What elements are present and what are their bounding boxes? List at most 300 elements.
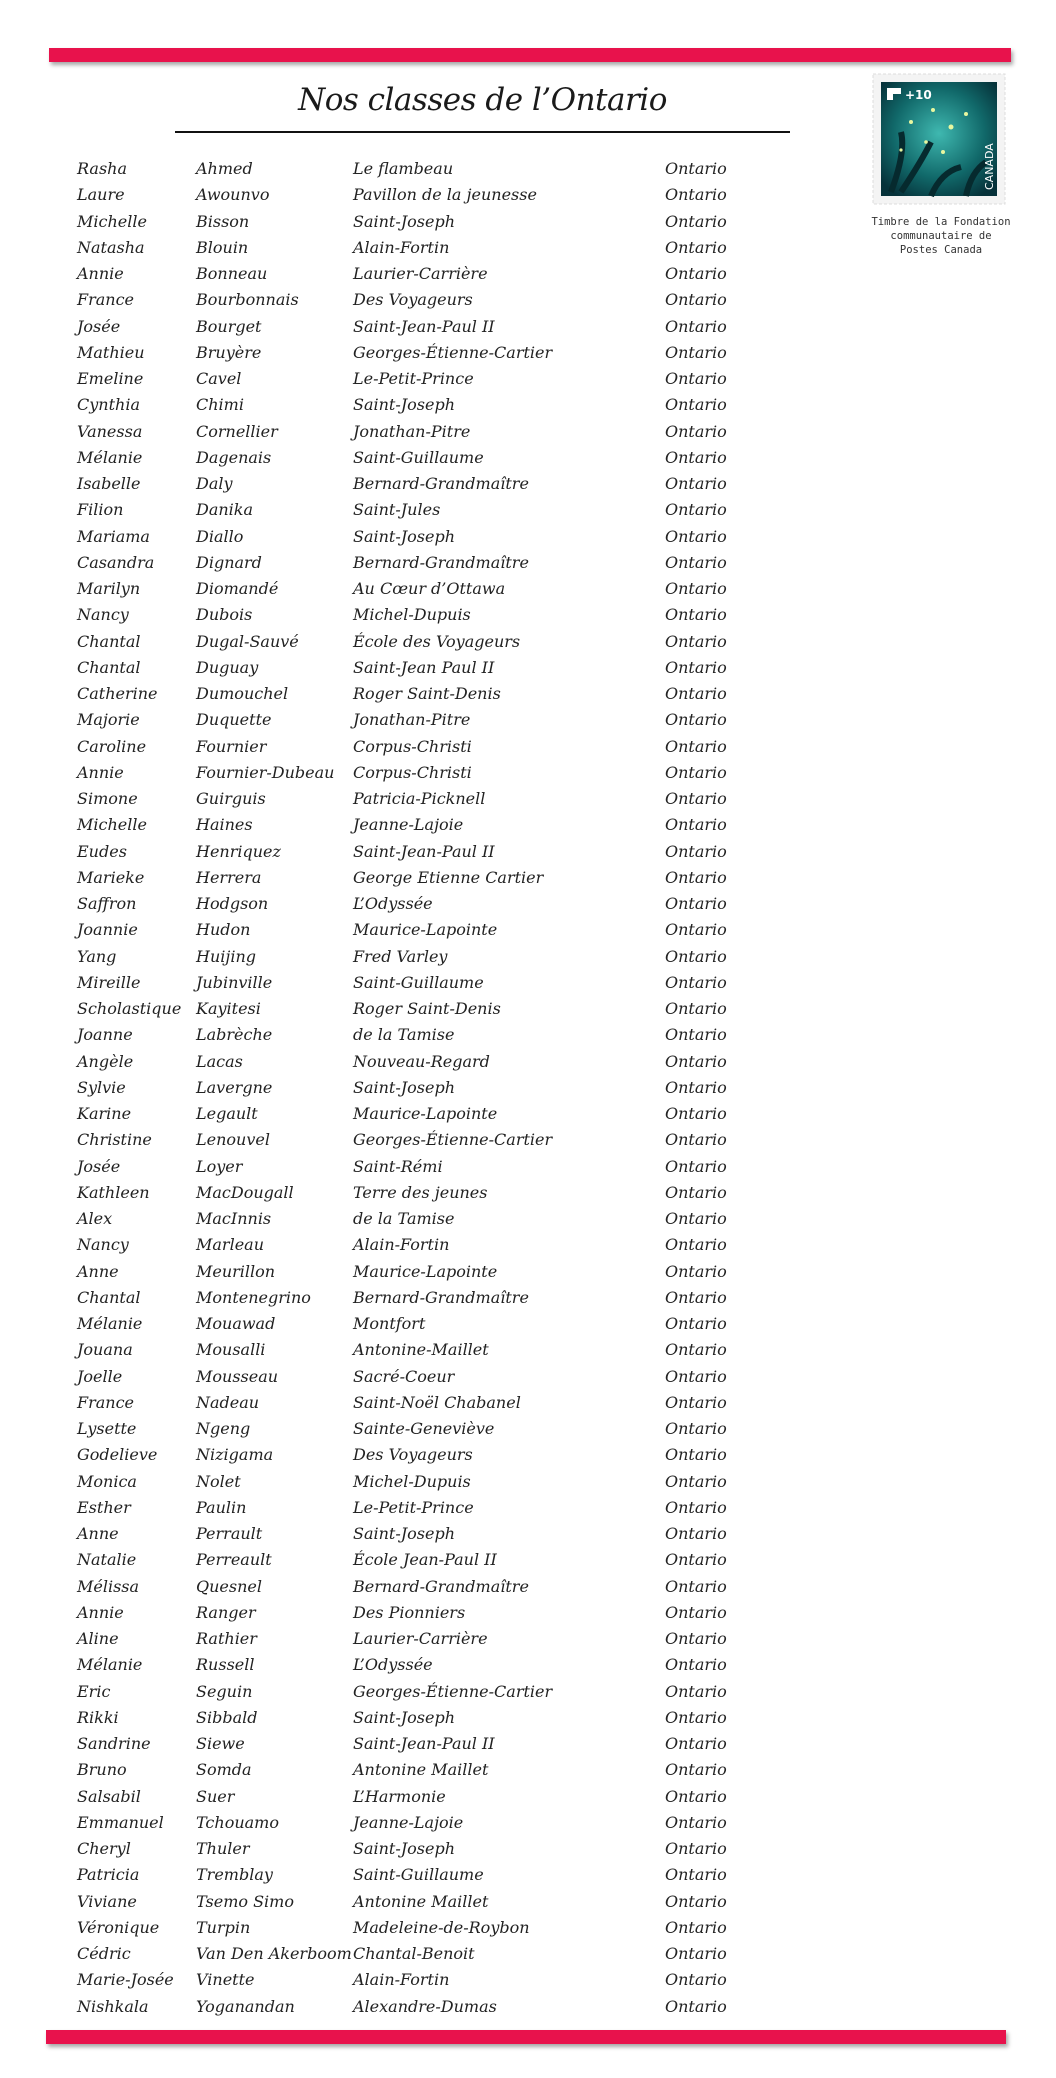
list-item bbox=[0, 156, 1056, 182]
first-name: Viviane bbox=[77, 1891, 137, 1911]
province: Ontario bbox=[665, 1471, 727, 1491]
province: Ontario bbox=[665, 710, 727, 730]
school-name: Terre des jeunes bbox=[353, 1182, 488, 1202]
province: Ontario bbox=[665, 1419, 727, 1438]
title-underline bbox=[175, 131, 790, 133]
province: Ontario bbox=[665, 316, 727, 336]
school-name: Saint-Jean Paul II bbox=[353, 657, 495, 677]
list-item bbox=[0, 392, 1056, 418]
first-name: Cédric bbox=[77, 1944, 131, 1963]
province: Ontario bbox=[665, 1051, 727, 1071]
list-item bbox=[0, 839, 1056, 865]
list-item bbox=[0, 340, 1056, 366]
school-name: Le-Petit-Prince bbox=[353, 1497, 474, 1517]
school-name: Saint-Joseph bbox=[353, 1524, 456, 1543]
school-name: Saint-Joseph bbox=[353, 211, 456, 231]
province: Ontario bbox=[665, 552, 727, 572]
school-name: Roger Saint-Denis bbox=[353, 999, 501, 1018]
first-name: Josée bbox=[77, 316, 121, 336]
last-name: Guirguis bbox=[196, 789, 266, 808]
province: Ontario bbox=[665, 1707, 727, 1727]
list-item bbox=[0, 1784, 1056, 1810]
last-name: Mousseau bbox=[196, 1366, 279, 1386]
first-name: Jouana bbox=[77, 1340, 133, 1360]
last-name: Legault bbox=[196, 1104, 258, 1123]
school-name: Sainte-Geneviève bbox=[353, 1419, 495, 1438]
last-name: Lavergne bbox=[196, 1077, 273, 1097]
list-item bbox=[0, 1915, 1056, 1941]
list-item bbox=[0, 629, 1056, 655]
first-name: Cynthia bbox=[77, 395, 140, 415]
province: Ontario bbox=[665, 185, 727, 205]
last-name: Haines bbox=[196, 815, 253, 835]
first-name: Nishkala bbox=[77, 1996, 149, 2016]
first-name: Joelle bbox=[77, 1366, 123, 1386]
school-name: Saint-Joseph bbox=[353, 395, 456, 415]
first-name: Caroline bbox=[77, 736, 147, 756]
school-name: Laurier-Carrière bbox=[353, 264, 488, 283]
first-name: Angèle bbox=[77, 1051, 134, 1071]
list-item bbox=[0, 891, 1056, 917]
school-name: de la Tamise bbox=[353, 1209, 455, 1228]
first-name: Patricia bbox=[77, 1865, 140, 1885]
last-name: Ahmed bbox=[196, 159, 253, 178]
first-name: Marieke bbox=[77, 867, 145, 887]
school-name: L’Odyssée bbox=[353, 894, 433, 913]
last-name: Cornellier bbox=[196, 421, 278, 441]
list-item bbox=[0, 1075, 1056, 1101]
first-name: Michelle bbox=[77, 211, 147, 231]
last-name: Paulin bbox=[196, 1497, 247, 1517]
province: Ontario bbox=[665, 736, 727, 756]
class-list bbox=[0, 156, 1056, 2020]
list-item bbox=[0, 1495, 1056, 1521]
first-name: Rasha bbox=[77, 159, 128, 178]
list-item bbox=[0, 314, 1056, 340]
school-name: Alain-Fortin bbox=[353, 1970, 450, 1990]
province: Ontario bbox=[665, 264, 727, 283]
last-name: MacInnis bbox=[196, 1209, 272, 1228]
school-name: Saint-Guillaume bbox=[353, 447, 484, 467]
first-name: Michelle bbox=[77, 815, 147, 835]
province: Ontario bbox=[665, 1025, 727, 1045]
province: Ontario bbox=[665, 1156, 727, 1176]
list-item bbox=[0, 786, 1056, 812]
province: Ontario bbox=[665, 1130, 727, 1150]
school-name: Roger Saint-Denis bbox=[353, 684, 501, 703]
first-name: Mélanie bbox=[77, 1314, 143, 1333]
last-name: Mouawad bbox=[196, 1314, 276, 1333]
list-item bbox=[0, 497, 1056, 523]
list-item bbox=[0, 655, 1056, 681]
first-name: Marilyn bbox=[77, 579, 141, 598]
province: Ontario bbox=[665, 920, 727, 940]
first-name: Kathleen bbox=[77, 1182, 150, 1202]
school-name: Saint-Rémi bbox=[353, 1156, 443, 1176]
province: Ontario bbox=[665, 815, 727, 835]
school-name: Jeanne-Lajoie bbox=[353, 1812, 464, 1832]
last-name: Awounvo bbox=[196, 185, 270, 205]
province: Ontario bbox=[665, 1655, 727, 1675]
last-name: Siewe bbox=[196, 1734, 245, 1753]
first-name: Godelieve bbox=[77, 1445, 158, 1465]
last-name: Kayitesi bbox=[196, 999, 261, 1018]
province: Ontario bbox=[665, 1786, 727, 1806]
first-name: Sylvie bbox=[77, 1077, 126, 1097]
list-item bbox=[0, 1626, 1056, 1652]
first-name: Vanessa bbox=[77, 421, 143, 441]
school-name: Saint-Joseph bbox=[353, 1839, 456, 1858]
last-name: Diomandé bbox=[196, 579, 279, 598]
school-name: Bernard-Grandmaître bbox=[353, 474, 529, 493]
list-item bbox=[0, 1285, 1056, 1311]
province: Ontario bbox=[665, 1077, 727, 1097]
province: Ontario bbox=[665, 1891, 727, 1911]
school-name: Michel-Dupuis bbox=[353, 605, 471, 625]
list-item bbox=[0, 1364, 1056, 1390]
list-item bbox=[0, 1521, 1056, 1547]
last-name: Dignard bbox=[196, 552, 262, 572]
last-name: Vinette bbox=[196, 1970, 255, 1990]
last-name: Seguin bbox=[196, 1681, 253, 1701]
first-name: France bbox=[77, 290, 135, 310]
school-name: Bernard-Grandmaître bbox=[353, 552, 529, 572]
list-item bbox=[0, 1127, 1056, 1153]
first-name: Annie bbox=[77, 1602, 124, 1622]
school-name: Jonathan-Pitre bbox=[353, 421, 471, 441]
school-name: Michel-Dupuis bbox=[353, 1471, 471, 1491]
province: Ontario bbox=[665, 1629, 727, 1648]
first-name: Saffron bbox=[77, 894, 137, 913]
last-name: Mousalli bbox=[196, 1340, 266, 1360]
first-name: Majorie bbox=[77, 710, 140, 730]
first-name: Véronique bbox=[77, 1917, 160, 1937]
last-name: Loyer bbox=[196, 1156, 243, 1176]
province: Ontario bbox=[665, 1392, 727, 1412]
first-name: Karine bbox=[77, 1104, 132, 1123]
first-name: Chantal bbox=[77, 1287, 141, 1307]
last-name: Russell bbox=[196, 1655, 255, 1675]
school-name: Fred Varley bbox=[353, 946, 448, 966]
list-item bbox=[0, 550, 1056, 576]
school-name: Patricia-Picknell bbox=[353, 789, 486, 808]
province: Ontario bbox=[665, 211, 727, 231]
last-name: Yoganandan bbox=[196, 1996, 295, 2016]
first-name: Annie bbox=[77, 264, 124, 283]
last-name: Chimi bbox=[196, 395, 244, 415]
school-name: Laurier-Carrière bbox=[353, 1629, 488, 1648]
list-item bbox=[0, 1101, 1056, 1127]
list-item bbox=[0, 1416, 1056, 1442]
province: Ontario bbox=[665, 1996, 727, 2016]
school-name: Madeleine-de-Roybon bbox=[353, 1917, 530, 1937]
list-item bbox=[0, 1259, 1056, 1285]
first-name: Nancy bbox=[77, 605, 129, 625]
first-name: Annie bbox=[77, 762, 124, 782]
list-item bbox=[0, 996, 1056, 1022]
school-name: Le flambeau bbox=[353, 159, 454, 178]
first-name: Josée bbox=[77, 1156, 121, 1176]
last-name: Cavel bbox=[196, 369, 242, 388]
last-name: Lacas bbox=[196, 1051, 243, 1071]
list-item bbox=[0, 1652, 1056, 1678]
last-name: Duquette bbox=[196, 710, 272, 730]
last-name: Jubinville bbox=[196, 972, 273, 992]
province: Ontario bbox=[665, 1550, 727, 1570]
first-name: Mélanie bbox=[77, 447, 143, 467]
province: Ontario bbox=[665, 1366, 727, 1386]
last-name: Diallo bbox=[196, 526, 244, 546]
school-name: Antonine-Maillet bbox=[353, 1340, 489, 1360]
province: Ontario bbox=[665, 1839, 727, 1858]
list-item bbox=[0, 1889, 1056, 1915]
school-name: Saint-Noël Chabanel bbox=[353, 1392, 521, 1412]
first-name: Christine bbox=[77, 1130, 152, 1150]
province: Ontario bbox=[665, 1865, 727, 1885]
first-name: Esther bbox=[77, 1497, 131, 1517]
list-item bbox=[0, 261, 1056, 287]
province: Ontario bbox=[665, 1497, 727, 1517]
last-name: Dumouchel bbox=[196, 684, 289, 703]
last-name: Danika bbox=[196, 500, 254, 520]
last-name: Nadeau bbox=[196, 1392, 260, 1412]
province: Ontario bbox=[665, 1970, 727, 1990]
province: Ontario bbox=[665, 1287, 727, 1307]
first-name: France bbox=[77, 1392, 135, 1412]
last-name: Fournier bbox=[196, 736, 267, 756]
school-name: Pavillon de la jeunesse bbox=[353, 185, 537, 205]
last-name: Meurillon bbox=[196, 1261, 276, 1281]
last-name: Dagenais bbox=[196, 447, 272, 467]
school-name: Antonine Maillet bbox=[353, 1891, 489, 1911]
school-name: Georges-Étienne-Cartier bbox=[353, 1681, 553, 1701]
province: Ontario bbox=[665, 474, 727, 493]
last-name: Labrèche bbox=[196, 1025, 273, 1045]
province: Ontario bbox=[665, 1340, 727, 1360]
list-item bbox=[0, 1757, 1056, 1783]
last-name: Henriquez bbox=[196, 841, 281, 861]
list-item bbox=[0, 1180, 1056, 1206]
province: Ontario bbox=[665, 342, 727, 362]
first-name: Emeline bbox=[77, 369, 144, 388]
last-name: Tremblay bbox=[196, 1865, 273, 1885]
last-name: Lenouvel bbox=[196, 1130, 270, 1150]
last-name: Herrera bbox=[196, 867, 262, 887]
last-name: Somda bbox=[196, 1760, 252, 1780]
last-name: Tsemo Simo bbox=[196, 1891, 294, 1911]
first-name: Casandra bbox=[77, 552, 155, 572]
list-item bbox=[0, 1679, 1056, 1705]
school-name: Bernard-Grandmaître bbox=[353, 1287, 529, 1307]
last-name: Fournier-Dubeau bbox=[196, 762, 335, 782]
province: Ontario bbox=[665, 657, 727, 677]
province: Ontario bbox=[665, 1812, 727, 1832]
school-name: Au Cœur d’Ottawa bbox=[353, 579, 506, 598]
first-name: Isabelle bbox=[77, 474, 141, 493]
school-name: Saint-Jean-Paul II bbox=[353, 316, 495, 336]
school-name: Bernard-Grandmaître bbox=[353, 1576, 529, 1596]
list-item bbox=[0, 445, 1056, 471]
school-name: de la Tamise bbox=[353, 1025, 455, 1045]
school-name: Saint-Jules bbox=[353, 500, 441, 520]
list-item bbox=[0, 419, 1056, 445]
first-name: Eric bbox=[77, 1681, 111, 1701]
bottom-accent-band bbox=[46, 2030, 1006, 2044]
last-name: Bruyère bbox=[196, 342, 262, 362]
province: Ontario bbox=[665, 867, 727, 887]
last-name: Hodgson bbox=[196, 894, 269, 913]
school-name: Saint-Joseph bbox=[353, 1707, 456, 1727]
school-name: George Etienne Cartier bbox=[353, 867, 544, 887]
last-name: Huijing bbox=[196, 946, 256, 966]
list-item bbox=[0, 1994, 1056, 2020]
school-name: L’Harmonie bbox=[353, 1786, 446, 1806]
page-title: Nos classes de l’Ontario bbox=[298, 82, 667, 118]
province: Ontario bbox=[665, 159, 727, 178]
last-name: Van Den Akerboom bbox=[196, 1944, 352, 1963]
first-name: Anne bbox=[77, 1524, 119, 1543]
list-item bbox=[0, 182, 1056, 208]
school-name: Antonine Maillet bbox=[353, 1760, 489, 1780]
school-name: Alain-Fortin bbox=[353, 237, 450, 257]
list-item bbox=[0, 1836, 1056, 1862]
province: Ontario bbox=[665, 841, 727, 861]
list-item bbox=[0, 707, 1056, 733]
last-name: Rathier bbox=[196, 1629, 257, 1648]
list-item bbox=[0, 524, 1056, 550]
province: Ontario bbox=[665, 1944, 727, 1963]
province: Ontario bbox=[665, 1602, 727, 1622]
province: Ontario bbox=[665, 1182, 727, 1202]
province: Ontario bbox=[665, 1524, 727, 1543]
province: Ontario bbox=[665, 1734, 727, 1753]
list-item bbox=[0, 734, 1056, 760]
last-name: Duguay bbox=[196, 657, 259, 677]
province: Ontario bbox=[665, 894, 727, 913]
province: Ontario bbox=[665, 1261, 727, 1281]
list-item bbox=[0, 1731, 1056, 1757]
school-name: Alain-Fortin bbox=[353, 1235, 450, 1255]
first-name: Monica bbox=[77, 1471, 137, 1491]
first-name: Yang bbox=[77, 946, 117, 966]
first-name: Chantal bbox=[77, 631, 141, 651]
list-item bbox=[0, 1232, 1056, 1258]
first-name: Laure bbox=[77, 185, 125, 205]
last-name: Ranger bbox=[196, 1602, 256, 1622]
school-name: Des Voyageurs bbox=[353, 1445, 473, 1465]
first-name: Mariama bbox=[77, 526, 150, 546]
last-name: Nizigama bbox=[196, 1445, 274, 1465]
last-name: Hudon bbox=[196, 920, 251, 940]
last-name: Blouin bbox=[196, 237, 249, 257]
first-name: Cheryl bbox=[77, 1839, 131, 1858]
first-name: Sandrine bbox=[77, 1734, 151, 1753]
stamp-caption-line: Timbre de la Fondation bbox=[871, 216, 1011, 228]
school-name: Maurice-Lapointe bbox=[353, 1104, 498, 1123]
list-item bbox=[0, 1967, 1056, 1993]
first-name: Mathieu bbox=[77, 342, 145, 362]
list-item bbox=[0, 812, 1056, 838]
last-name: Nolet bbox=[196, 1471, 241, 1491]
list-item bbox=[0, 1390, 1056, 1416]
last-name: Bonneau bbox=[196, 264, 268, 283]
school-name: Des Pionniers bbox=[353, 1602, 466, 1622]
first-name: Bruno bbox=[77, 1760, 127, 1780]
last-name: Bourget bbox=[196, 316, 262, 336]
school-name: École des Voyageurs bbox=[353, 631, 521, 651]
last-name: Turpin bbox=[196, 1917, 251, 1937]
province: Ontario bbox=[665, 1235, 727, 1255]
school-name: Chantal-Benoit bbox=[353, 1944, 475, 1963]
last-name: Perrault bbox=[196, 1524, 263, 1543]
list-item bbox=[0, 209, 1056, 235]
list-item bbox=[0, 1206, 1056, 1232]
school-name: Alexandre-Dumas bbox=[353, 1996, 497, 2016]
school-name: Sacré-Coeur bbox=[353, 1366, 455, 1386]
province: Ontario bbox=[665, 684, 727, 703]
first-name: Chantal bbox=[77, 657, 141, 677]
school-name: Saint-Joseph bbox=[353, 526, 456, 546]
province: Ontario bbox=[665, 237, 727, 257]
list-item bbox=[0, 235, 1056, 261]
school-name: Jonathan-Pitre bbox=[353, 710, 471, 730]
list-item bbox=[0, 865, 1056, 891]
list-item bbox=[0, 1810, 1056, 1836]
first-name: Eudes bbox=[77, 841, 127, 861]
list-item bbox=[0, 576, 1056, 602]
list-item bbox=[0, 1049, 1056, 1075]
province: Ontario bbox=[665, 447, 727, 467]
first-name: Aline bbox=[77, 1629, 119, 1648]
last-name: Marleau bbox=[196, 1235, 264, 1255]
last-name: Perreault bbox=[196, 1550, 272, 1570]
school-name: Saint-Joseph bbox=[353, 1077, 456, 1097]
school-name: Le-Petit-Prince bbox=[353, 369, 474, 388]
list-item bbox=[0, 760, 1056, 786]
list-item bbox=[0, 1600, 1056, 1626]
school-name: L’Odyssée bbox=[353, 1655, 433, 1675]
list-item bbox=[0, 681, 1056, 707]
province: Ontario bbox=[665, 1917, 727, 1937]
first-name: Rikki bbox=[77, 1707, 119, 1727]
list-item bbox=[0, 287, 1056, 313]
first-name: Salsabil bbox=[77, 1786, 141, 1806]
province: Ontario bbox=[665, 421, 727, 441]
list-item bbox=[0, 1311, 1056, 1337]
stamp-caption-line: communautaire de bbox=[890, 230, 992, 242]
school-name: Maurice-Lapointe bbox=[353, 1261, 498, 1281]
stamp-country: CANADA bbox=[983, 143, 996, 190]
school-name: Jeanne-Lajoie bbox=[353, 815, 464, 835]
list-item bbox=[0, 602, 1056, 628]
first-name: Scholastique bbox=[77, 999, 182, 1018]
list-item bbox=[0, 1862, 1056, 1888]
first-name: Filion bbox=[77, 500, 124, 520]
stamp-caption-line: Postes Canada bbox=[899, 244, 983, 256]
province: Ontario bbox=[665, 946, 727, 966]
province: Ontario bbox=[665, 631, 727, 651]
first-name: Mélanie bbox=[77, 1655, 143, 1675]
last-name: Quesnel bbox=[196, 1576, 262, 1596]
province: Ontario bbox=[665, 526, 727, 546]
first-name: Natasha bbox=[77, 237, 145, 257]
last-name: Ngeng bbox=[196, 1419, 251, 1438]
province: Ontario bbox=[665, 1104, 727, 1123]
school-name: Montfort bbox=[353, 1314, 426, 1333]
province: Ontario bbox=[665, 290, 727, 310]
province: Ontario bbox=[665, 762, 727, 782]
list-item bbox=[0, 970, 1056, 996]
